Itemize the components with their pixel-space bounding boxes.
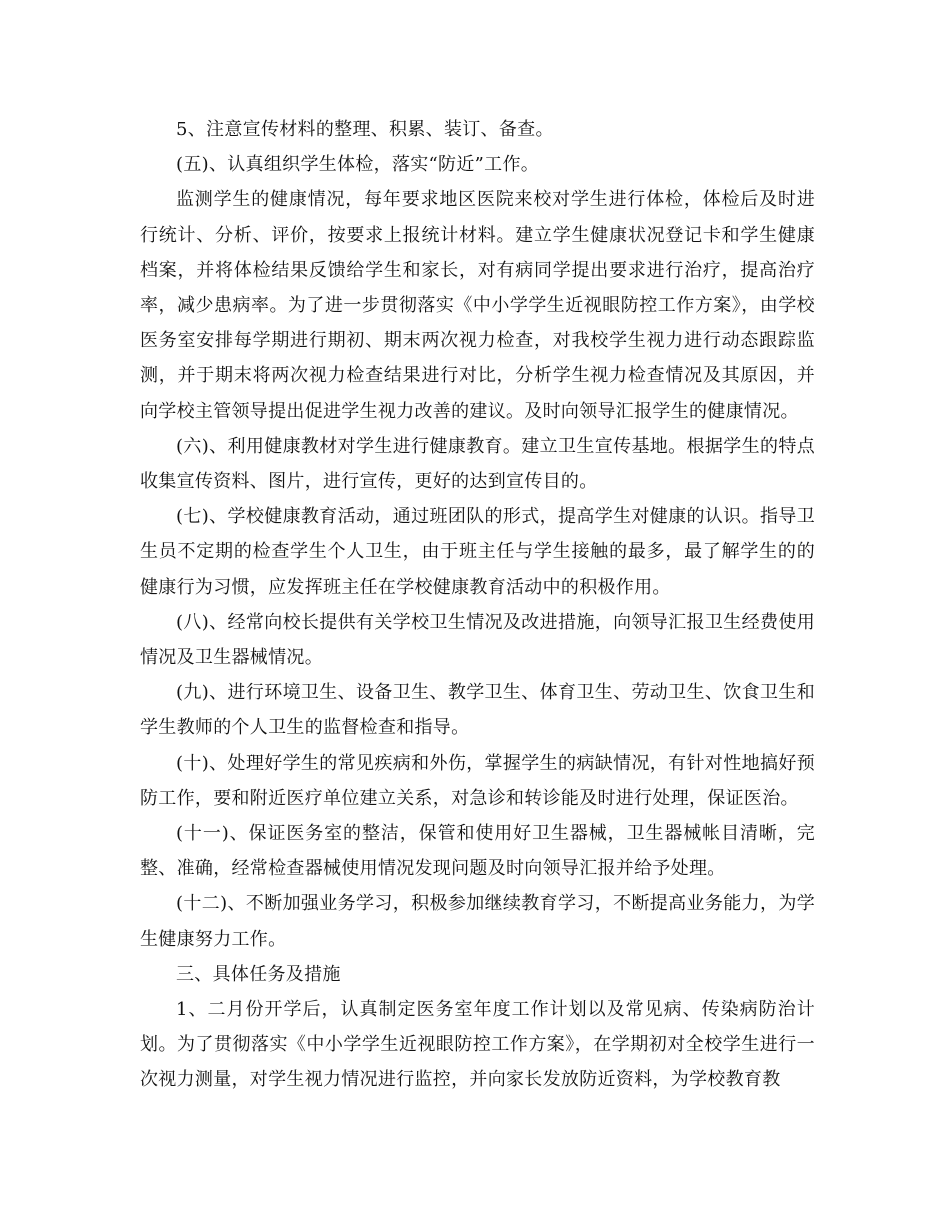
section-11-paragraph: (十一)、保证医务室的整洁，保管和使用好卫生器械，卫生器械帐目清晰，完整、准确，经常检查器械使用情况发现问题及时向领导汇报并给予处理。 — [140, 823, 815, 880]
section-12-paragraph: (十二)、不断加强业务学习，积极参加继续教育学习，不断提高业务能力，为学生健康努力工作。 — [140, 893, 815, 950]
paragraph-health-monitoring: 监测学生的健康情况，每年要求地区医院来校对学生进行体检，体检后及时进行统计、分析、评价，按要求上报统计材料。建立学生健康状况登记卡和学生健康档案，并将体检结果反馈给学生和家长，对有病同学提出要求进行治疗，提高治疗率，减少患病率。为了进一步贯彻落实《中小学学生近视眼防控工作方案》，由学校医务室安排每学期进行期初、期末两次视力检查，对我校学生视力进行动态跟踪监测，并于期末将两次视力检查结果进行对比，分析学生视力检查情况及其原因，并向学校主管领导提出促进学生视力改善的建议。及时向领导汇报学生的健康情况。 — [140, 189, 815, 422]
section-6-paragraph: (六)、利用健康教材对学生进行健康教育。建立卫生宣传基地。根据学生的特点收集宣传资料、图片，进行宣传，更好的达到宣传目的。 — [140, 435, 815, 493]
section-10-paragraph: (十)、处理好学生的常见疾病和外伤，掌握学生的病缺情况，有针对性地搞好预防工作，要和附近医疗单位建立关系，对急诊和转诊能及时进行处理，保证医治。 — [140, 752, 815, 809]
document-body — [140, 112, 815, 1098]
section-3-heading: 三、具体任务及措施 — [176, 963, 341, 985]
paragraph-item-5-note: 5、注意宣传材料的整理、积累、装订、备查。 — [176, 119, 554, 140]
section-5-heading: (五)、认真组织学生体检，落实“防近”工作。 — [176, 154, 540, 176]
section-8-paragraph: (八)、经常向校长提供有关学校卫生情况及改进措施，向领导汇报卫生经费使用情况及卫生器械情况。 — [140, 611, 815, 669]
section-9-paragraph: (九)、进行环境卫生、设备卫生、教学卫生、体育卫生、劳动卫生、饮食卫生和学生教师的个人卫生的监督检查和指导。 — [140, 682, 815, 739]
section-7-paragraph: (七)、学校健康教育活动，通过班团队的形式，提高学生对健康的认识。指导卫生员不定期的检查学生个人卫生，由于班主任与学生接触的最多，最了解学生的的健康行为习惯，应发挥班主任在学校健康教育活动中的积极作用。 — [140, 506, 815, 598]
task-1-paragraph: 1、二月份开学后，认真制定医务室年度工作计划以及常见病、传染病防治计划。为了贯彻落实《中小学学生近视眼防控工作方案》，在学期初对全校学生进行一次视力测量，对学生视力情况进行监控，并向家长发放防近资料，为学校教育教 — [140, 999, 815, 1091]
